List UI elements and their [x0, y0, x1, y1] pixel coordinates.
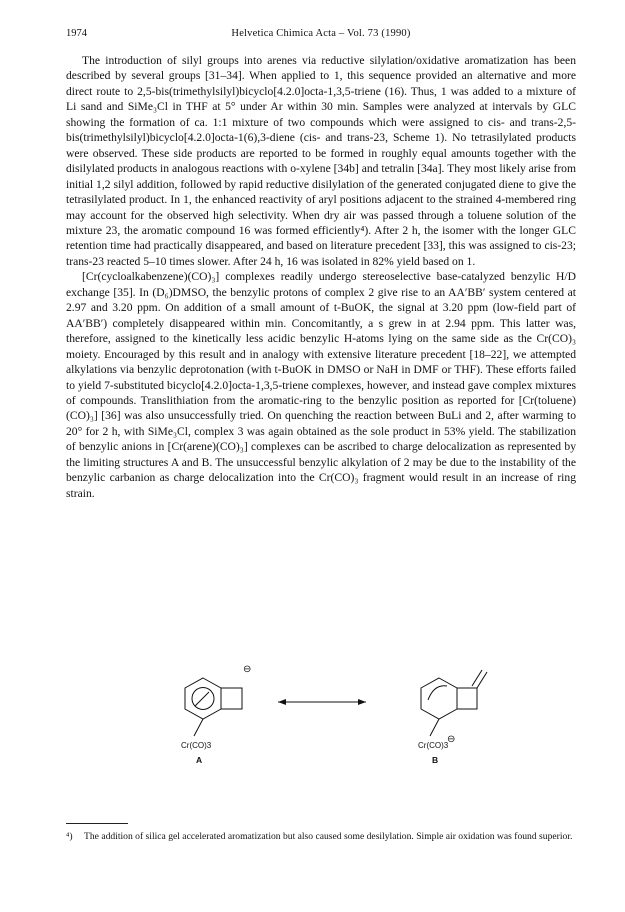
footnote: [66, 830, 576, 843]
charge-a: ⊖: [243, 664, 252, 675]
structure-b-metal-bond: [430, 719, 439, 736]
page-number: 1974: [66, 28, 87, 39]
resonance-arrow-left-head: [278, 699, 286, 705]
paragraph-chromium-complexes: [Cr(cycloalkabenzene)(CO)₃] complexes readily undergo stereoselective base-catalyzed benzylic H/D exchange [35]. In (D₆)DMSO, the benzylic protons of complex 2 give rise to an AA′BB′ system centered at 2.97 and 3.20 ppm. On addition of a small amount of t-BuOK, the signal at 3.20 ppm (low-field part of AA′BB′) completely disappeared within min. Concomitantly, a s grew in at 2.94 ppm. This latter was, therefore, assigned to the kinetically less acidic benzylic H-atoms lying on the same side as the Cr(CO)₃ moiety. Encouraged by this result and in analogy with extensive literature precedent [18–22], we attempted alkylations via benzylic deprotonation (with t-BuOK in DMSO or NaH in DMF or THF). These efforts failed to yield 7-substituted bicyclo[4.2.0]octa-1,3,5-triene complexes, however, and instead gave complex mixtures of compounds. Translithiation from the aromatic-ring to the benzylic position as reported for [Cr(toluene)(CO)₃] [36] was also unsuccessfully tried. On quenching the reaction between BuLi and 2, after warming to 20° for 2 h, with SiMe₃Cl, complex 3 was again obtained as the sole product in 53% yield. The stabilization of benzylic anions in [Cr(arene)(CO)₃] complexes can be ascribed to charge delocalization as represented by the limiting structures A and B. The unsuccessful benzylic alkylation of 2 may be due to the instability of the benzylic carbanion as charge delocalization into the Cr(CO)₃ fragment would result in an increase of ring strain.: [66, 270, 576, 500]
structure-b-label: B: [432, 755, 439, 765]
footnote-divider: [66, 823, 128, 824]
structure-a-metal-label: Cr(CO)3: [181, 741, 212, 750]
structure-b-partial-delocalization: [428, 686, 447, 700]
resonance-structures-drawing: [66, 658, 576, 808]
footnote-marker: ⁴): [66, 831, 73, 842]
resonance-scheme: [66, 658, 576, 808]
footnote-text: The addition of silica gel accelerated aromatization but also caused some desilylation. Simple air oxidation was found superior.: [84, 831, 573, 842]
journal-title: Helvetica Chimica Acta – Vol. 73 (1990): [231, 28, 411, 39]
structure-a-cyclobutane-ring: [221, 688, 242, 709]
paragraph-silylation: The introduction of silyl groups into arenes via reductive silylation/oxidative aromatization has been described by several groups [31–34]. When applied to 1, this sequence provided an alternative and more direct route to 2,5-bis(trimethylsilyl)bicyclo[4.2.0]octa-1,3,5-triene (16). Thus, 1 was added to a mixture of Li sand and SiMe₃Cl in THF at 5° under Ar within 30 min. Samples were analyzed at intervals by GLC showing the formation of ca. 1:1 mixture of two compounds which were assigned to cis- and trans-2,5-bis(trimethylsilyl)bicyclo[4.2.0]octa-1(6),3-diene (cis- and trans-23, Scheme 1). No tetrasilylated products were observed. These side products are reported to be formed in roughly equal amounts together with the disilylated products in analogous reactions with o-xylene [34b] and tetralin [34a]. They most likely arise from initial 1,2 silyl addition, followed by rapid reductive disilylation of the generated conjugated diene to give the tetrasilylated product. In 1, the enhanced reactivity of aryl positions adjacent to the strained 4-membered ring may account for the observed high selectivity. When dry air was passed through a toluene solution of the mixture 23, the aromatic compound 16 was formed efficiently⁴). After 2 h, the isomer with the longer GLC retention time had practically disappeared, and based on literature precedent [33], this was assigned to cis-23; trans-23 reacted 5–10 times slower. After 24 h, 16 was isolated in 82% yield based on 1.: [66, 54, 576, 268]
article-body: [66, 53, 576, 501]
structure-b-metal-label: Cr(CO)3: [418, 741, 449, 750]
charge-b: ⊖: [447, 734, 456, 745]
structure-a-metal-bond: [194, 719, 203, 736]
running-header: [66, 28, 576, 44]
structure-b-drawing: [421, 670, 487, 736]
resonance-arrow-right-head: [358, 699, 366, 705]
structure-b-cyclobutane-ring: [457, 688, 477, 709]
structure-a-label: A: [196, 755, 203, 765]
structure-b-ring: [421, 678, 457, 719]
structure-a-drawing: [185, 678, 242, 736]
